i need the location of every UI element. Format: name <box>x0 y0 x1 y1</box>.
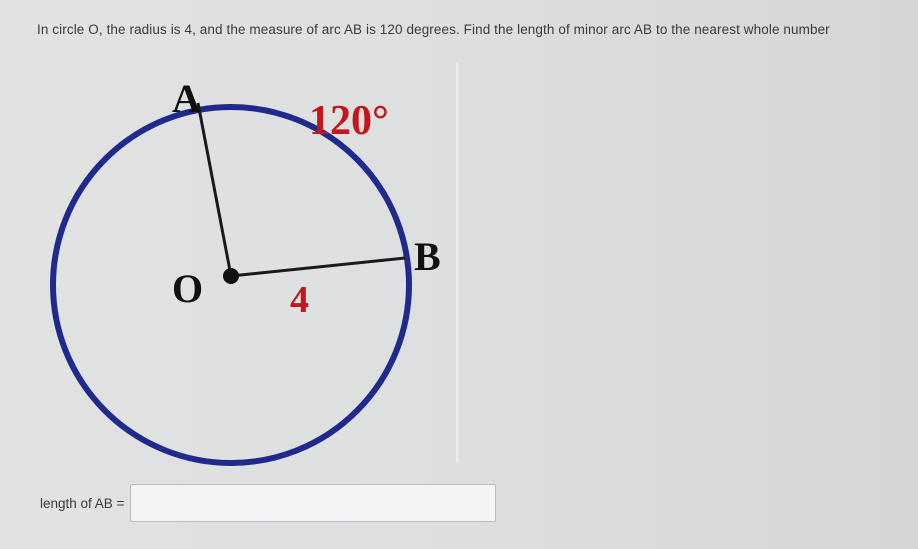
radius-ob <box>231 258 405 276</box>
radius-oa <box>198 103 231 276</box>
label-angle: 120° <box>309 98 389 144</box>
label-a: A <box>172 76 201 121</box>
answer-input[interactable] <box>130 484 496 522</box>
label-b: B <box>414 234 441 279</box>
answer-label: length of AB = <box>40 495 125 511</box>
question-text: In circle O, the radius is 4, and the measure of arc AB is 120 degrees. Find the length of minor arc AB to the nearest whole number <box>37 22 830 37</box>
center-point <box>223 268 239 284</box>
label-o: O <box>172 266 204 311</box>
label-radius: 4 <box>290 279 309 321</box>
answer-row <box>40 484 496 522</box>
circle-o <box>53 107 409 463</box>
